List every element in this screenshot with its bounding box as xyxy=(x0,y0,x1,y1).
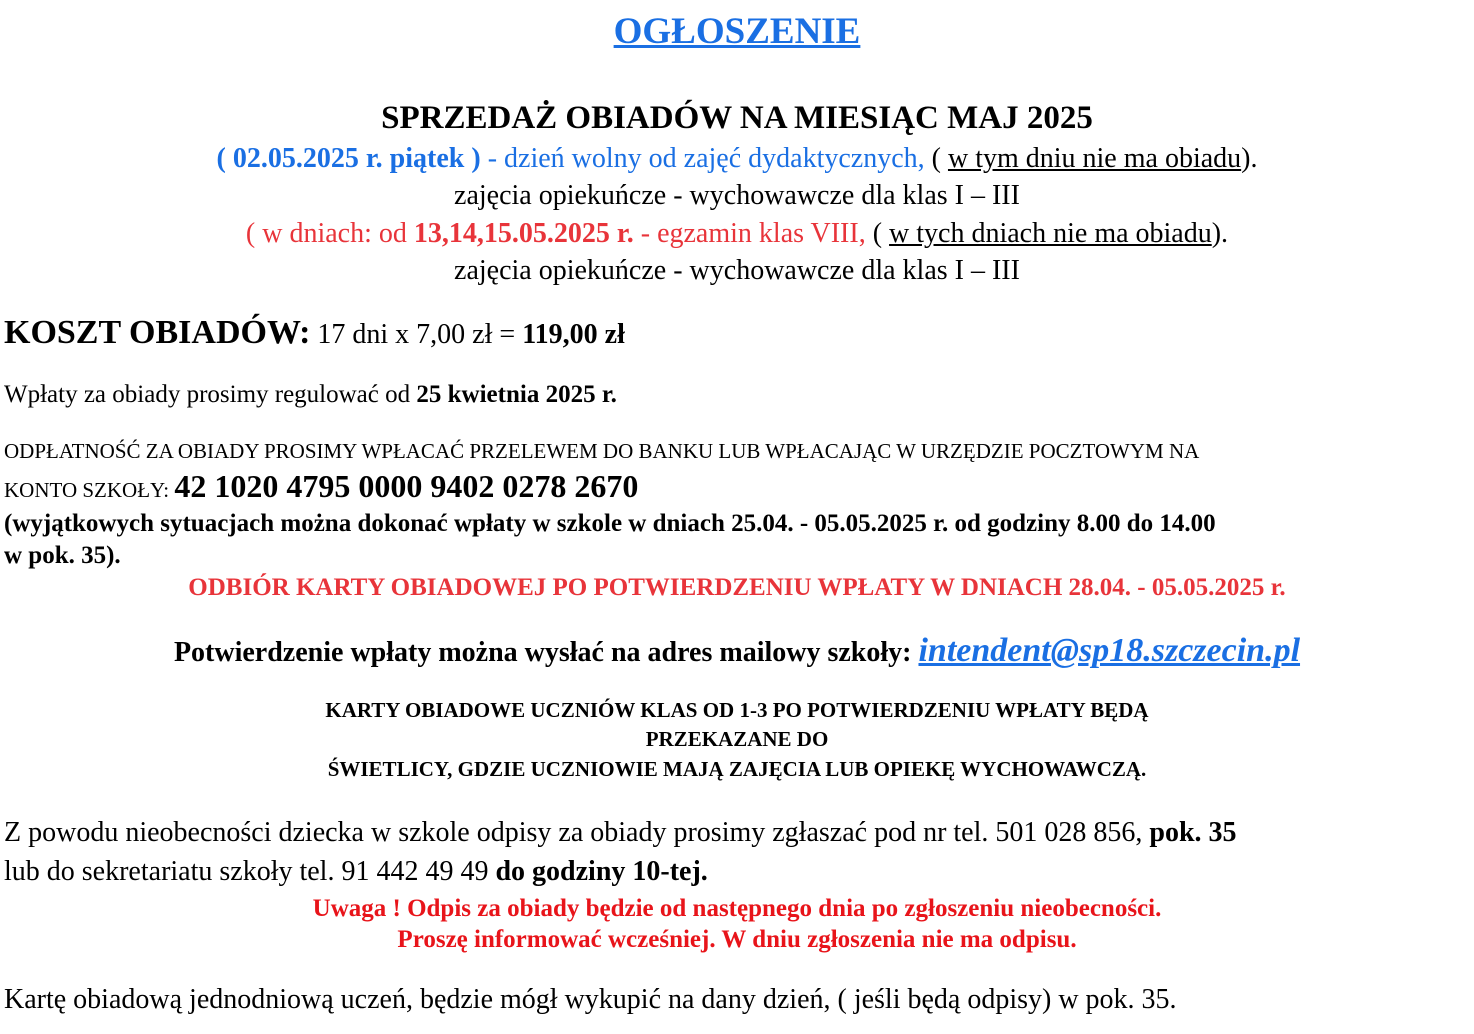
holiday-no-lunch: w tym dniu nie ma obiadu xyxy=(947,143,1242,174)
holiday-desc: - dzień wolny od zajęć dydaktycznych, xyxy=(480,143,925,174)
holiday-paren-open: ( xyxy=(924,143,948,174)
exception-line-2: w pok. 35). xyxy=(4,542,121,569)
exam-start: ( w dniach: od xyxy=(245,218,414,249)
school-email-link[interactable]: intendent@sp18.szczecin.pl xyxy=(918,632,1301,669)
warning-line-1: Uwaga ! Odpis za obiady będzie od następnego dnia po zgłoszeniu nieobecności. xyxy=(312,895,1162,922)
exam-paren-open: ( xyxy=(865,218,890,249)
absence-line-1 xyxy=(4,817,1237,849)
payment-start-date: 25 kwietnia 2025 r. xyxy=(416,381,617,408)
warning-line-2: Proszę informować wcześniej. W dniu zgłoszenia nie ma odpisu. xyxy=(397,926,1077,953)
page-title-text: OGŁOSZENIE xyxy=(613,11,861,52)
subtitle: SPRZEDAŻ OBIADÓW NA MIESIĄC MAJ 2025 xyxy=(381,100,1093,136)
care-classes-note-1: zajęcia opiekuńcze - wychowawcze dla klas I – III xyxy=(454,180,1020,211)
exam-paren-close: ). xyxy=(1211,218,1229,249)
absence-line-2-text: lub do sekretariatu szkoły tel. 91 442 49 49 xyxy=(4,856,496,887)
absence-room: pok. 35 xyxy=(1149,817,1237,848)
cards-line-3: ŚWIETLICY, GDZIE UCZNIOWIE MAJĄ ZAJĘCIA LUB OPIEKĘ WYCHOWAWCZĄ. xyxy=(327,757,1147,781)
exam-dates: 13,14,15.05.2025 r. xyxy=(413,218,634,249)
exam-desc: - egzamin klas VIII, xyxy=(633,218,866,249)
holiday-date: ( 02.05.2025 r. piątek ) xyxy=(216,143,481,174)
care-classes-note-2: zajęcia opiekuńcze - wychowawcze dla klas I – III xyxy=(454,255,1020,286)
pickup-notice: ODBIÓR KARTY OBIADOWEJ PO POTWIERDZENIU WPŁATY W DNIACH 28.04. - 05.05.2025 r. xyxy=(188,574,1286,601)
cost-total: 119,00 zł xyxy=(522,319,625,350)
account-line xyxy=(4,468,638,505)
page-title xyxy=(0,10,1474,53)
cost-line xyxy=(4,314,625,352)
payment-start xyxy=(4,381,617,409)
confirmation-text: Potwierdzenie wpłaty można wysłać na adres mailowy szkoły: xyxy=(173,637,919,668)
exam-notice xyxy=(0,218,1474,250)
account-label: KONTO SZKOŁY: xyxy=(4,478,175,502)
absence-line-1-text: Z powodu nieobecności dziecka w szkole odpisy za obiady prosimy zgłaszać pod nr tel. 501 028 856, xyxy=(4,817,1150,848)
account-number: 42 1020 4795 0000 9402 0278 2670 xyxy=(174,468,639,504)
cost-label: KOSZT OBIADÓW: xyxy=(4,314,311,351)
cards-line-1: KARTY OBIADOWE UCZNIÓW KLAS OD 1-3 PO POTWIERDZENIU WPŁATY BĘDĄ xyxy=(325,698,1149,722)
exam-no-lunch: w tych dniach nie ma obiadu xyxy=(889,218,1212,249)
single-day-card-note: Kartę obiadową jednodniową uczeń, będzie mógł wykupić na dany dzień, ( jeśli będą odpisy) w pok. 35. xyxy=(4,984,1177,1015)
cost-calc: 17 dni x 7,00 zł = xyxy=(310,319,523,350)
payment-start-text: Wpłaty za obiady prosimy regulować od xyxy=(4,381,417,408)
absence-deadline: do godziny 10-tej. xyxy=(495,856,708,887)
transfer-info: ODPŁATNOŚĆ ZA OBIADY PROSIMY WPŁACAĆ PRZELEWEM DO BANKU LUB WPŁACAJĄC W URZĘDZIE POCZTOWYM NA xyxy=(4,439,1200,463)
holiday-paren-close: ). xyxy=(1241,143,1258,174)
holiday-notice xyxy=(0,143,1474,175)
confirmation-line xyxy=(0,632,1474,670)
cards-line-2: PRZEKAZANE DO xyxy=(645,727,829,751)
absence-line-2 xyxy=(4,856,708,888)
exception-line-1: (wyjątkowych sytuacjach można dokonać wpłaty w szkole w dniach 25.04. - 05.05.2025 r. od godziny 8.00 do 14.00 xyxy=(4,510,1216,537)
